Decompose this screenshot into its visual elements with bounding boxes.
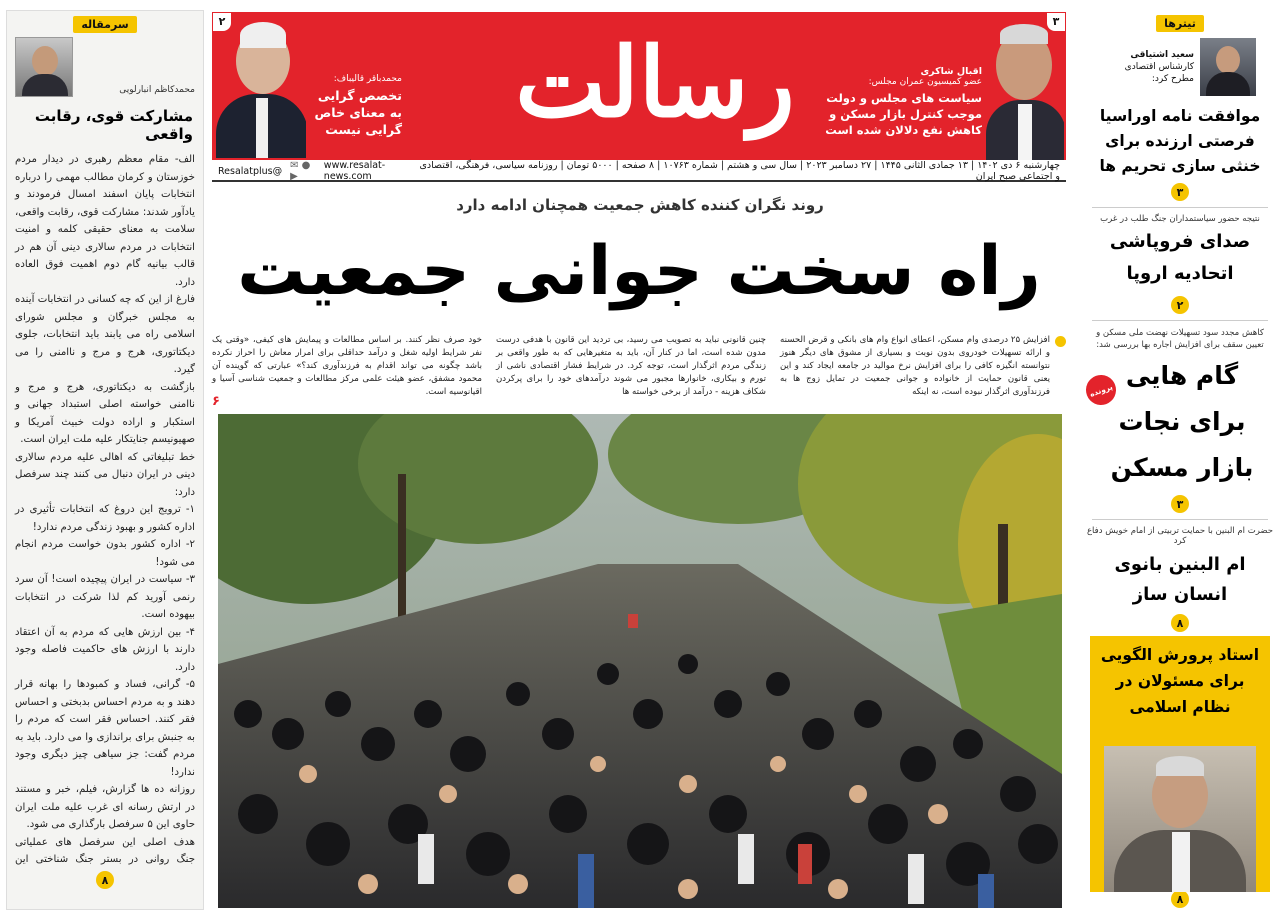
sidebar-item-title[interactable]: صدای فروپاشی اتحادیه اروپا [1109, 231, 1251, 284]
sidebar-item-page[interactable]: ۲ [1171, 296, 1189, 314]
headlines-sidebar [1086, 10, 1274, 910]
main-body [212, 334, 1066, 408]
main-body-col3: خود صرف نظر کنند. بر اساس مطالعات و پیمایش های کیفی، «وقتی یک نفر شرایط اولیه شغل و درآمد حداقلی برای امرار معاش را احراز نکرده باشد چگونه می تواند اقدام به فرزندآوری کند؟» عبارتی که گوینده آن محمود مشفق، عضو هیئت علمی مرکز مطالعات و جمعیت شناسی آسیا و اقیانوسیه است. ۶ [212, 335, 482, 409]
editorial-column [6, 10, 204, 910]
editorial-body [7, 151, 203, 869]
sidebar-item-title[interactable]: استاد پرورش الگویی برای مسئولان در نظام اسلامی [1100, 646, 1260, 716]
sidebar-tag: تیترها [1156, 15, 1204, 32]
editorial-author-photo [15, 37, 73, 97]
dossier-badge: پرونده [1082, 371, 1120, 409]
sidebar-item[interactable] [1086, 104, 1274, 201]
page-number-left[interactable]: ۲ [213, 13, 231, 31]
editorial-paragraph: فارغ از این که چه کسانی در انتخابات آینده به مجلس خبرگان و مجلس شورای اسلامی راه می یابند باید انتخابات، جلوی دیکتاتوری، هرج و مرج و ناامنی را می گیرد. [15, 294, 195, 375]
dateline [212, 162, 1066, 182]
editorial-author: محمدکاظم انبارلویی [119, 85, 195, 95]
editorial-paragraph: الف- مقام معظم رهبری در دیدار مردم خوزستان و کرمان مطالب مهمی را درباره انتخابات پایان اسفند امسال فرمودند و یادآور شدند: مشارکت قوی، رقابت واقعی، سلامت به معنای حقیقی کلمه و امنیت انتخابات در مردم سالاری دینی آن هم در قالب بیانیه گام دوم اهمیت فوق العاده دارد. [15, 154, 195, 288]
sidebar-item-kicker: کاهش مجدد سود تسهیلات نهضت ملی مسکن و تعیین سقف برای افزایش اجاره بها بررسی شد: [1096, 328, 1264, 350]
right-person-role: عضو کمیسیون عمران مجلس: [868, 77, 982, 87]
left-person-name: محمدباقر قالیباف: [333, 74, 402, 84]
sidebar-item[interactable] [1086, 526, 1274, 632]
newspaper-logo[interactable]: رسالت [515, 26, 795, 139]
page-number-right[interactable]: ۳ [1047, 13, 1065, 31]
sidebar-item-kicker: حضرت ام البنین با حمایت تربیتی از امام خویش دفاع کرد [1086, 526, 1274, 546]
social-handle[interactable]: Resalatplus@ [218, 165, 283, 177]
right-person-quote[interactable]: سیاست های مجلس و دولت موجب کنترل بازار مسکن و کاهش نفع دلالان شده است [825, 91, 982, 137]
editorial-tag: سرمقاله [73, 16, 136, 33]
main-page-number[interactable]: ۶ [212, 394, 220, 409]
right-person-photo [986, 16, 1064, 160]
sidebar-item-page[interactable]: ۸ [1171, 614, 1189, 632]
sidebar-item-kicker: نتیجه حضور سیاستمداران جنگ طلب در غرب [1100, 214, 1260, 224]
editorial-paragraph: بازگشت به دیکتاتوری، هرج و مرج و ناامنی خواسته اصلی استبداد جهانی و استکبار و اراده دولت خبیث آمریکا و صهیونیسم جنایتکار علیه ملت ایران است. [15, 381, 195, 445]
editorial-paragraph: روزانه ده ها گزارش، فیلم، خبر و مستند در ارتش رسانه ای غرب علیه ملت ایران حاوی این ۵ سرفصل بارگذاری می شود. [15, 784, 195, 830]
sidebar-person-role: کارشناس اقتصادی مطرح کرد: [1124, 62, 1194, 84]
editorial-paragraph: ۵- گرانی، فساد و کمبودها را بهانه قرار دهند و به مردم احساس بدبختی و احساس فقر کنند. احساس فقر است که مردم را به جنبش برای براندازی وا می دارد. باید به مردم گفت: جز سیاهی چیز دیگری وجود ندارد! [15, 679, 195, 778]
dateline-info: چهارشنبه ۶ دی ۱۴۰۲ | ۱۳ جمادی الثانی ۱۴۴۵ | ۲۷ دسامبر ۲۰۲۳ | سال سی و هشتم | شماره ۱۰۷۶۳ | ۸ صفحه | ۵۰۰۰ تومان | روزنامه سیاسی، فرهنگی، اقتصادی و اجتماعی صبح ایران [419, 160, 1060, 182]
editorial-title: مشارکت قوی، رقابت واقعی [34, 107, 193, 143]
sidebar-item-page[interactable]: ۸ [1171, 890, 1189, 908]
sidebar-item[interactable] [1086, 327, 1274, 513]
sidebar-item-page[interactable]: ۳ [1171, 183, 1189, 201]
sidebar-item-title[interactable]: موافقت نامه اوراسیا فرصتی ارزنده برای خنثی سازی تحریم ها [1099, 107, 1261, 175]
editorial-page-number[interactable]: ۸ [96, 871, 114, 889]
editorial-paragraph: ۲- اداره کشور بدون خواست مردم انجام می شود! [15, 539, 195, 568]
featured-person-photo [1104, 746, 1256, 892]
bullet-icon [1055, 336, 1066, 347]
editorial-paragraph: ۱- ترویج این دروغ که انتخابات تأثیری در اداره کشور و بهبود زندگی مردم ندارد! [15, 504, 195, 533]
sidebar-item-page[interactable]: ۳ [1171, 495, 1189, 513]
main-kicker: روند نگران کننده کاهش جمعیت همچنان ادامه دارد [456, 196, 824, 214]
left-person-caption [308, 74, 402, 138]
main-body-col2: چنین قانونی نباید به تصویب می رسید، بی تردید این قانون با هدفی درست مدون شده است، اما در کنار آن، باید به متغیرهایی که به طور واقعی بر زندگی مردم اثرگذار است، توجه کرد. در شرایط فشار اقتصادی ناشی از تورم و بیکاری، خانوارها مجبور می شوند درآمدهای خود را برای پرکردن شکاف هزینه - درآمد از برخی خواسته ها [496, 335, 766, 397]
main-photo-crowd [218, 414, 1062, 908]
left-person-quote[interactable]: تخصص گرایی به معنای خاص گرایی نیست [314, 88, 402, 137]
editorial-paragraph: هدف اصلی این سرفصل های عملیاتی جنگ روانی در بستر جنگ شناختی این [15, 836, 195, 865]
social-icons: ✉ ● ▶ [290, 160, 311, 182]
sidebar-person-photo [1200, 38, 1256, 96]
website-link[interactable]: www.resalat-news.com [323, 160, 386, 182]
editorial-paragraph: ۳- سیاست در ایران پیچیده است! آن سرد رنمی آورید کم لذا شرکت در انتخابات بیهوده است. [15, 574, 195, 620]
sidebar-item-title[interactable]: گام هایی برای نجات بازار مسکن [1110, 361, 1254, 482]
right-person-name: اقبال شاکری [920, 66, 982, 77]
sidebar-item-featured[interactable] [1090, 636, 1270, 892]
main-headline[interactable]: راه سخت جوانی جمعیت [237, 232, 1041, 311]
editorial-paragraph: خط تبلیغاتی که اهالی علیه مردم سالاری دینی در ایران دنبال می کنند چند سرفصل دارد: [15, 451, 195, 498]
main-body-col1: افزایش ۲۵ درصدی وام مسکن، اعطای انواع وام های بانکی و قرض الحسنه و ارائه تسهیلات خودروی بدون نوبت و بسیاری از مشوق های دیگر هنوز نتوانسته انگیزه کافی را برای افزایش نرخ موالید در جامعه ایجاد کند و این یعنی قانون حمایت از خانواده و جوانی جمعیت در تمایل زوج ها به فرزندآوری اثرگذار نبوده است، نه اینکه [780, 334, 1066, 408]
editorial-paragraph: ۴- بین ارزش هایی که مردم به آن اعتقاد دارند با ارزش های حاکمیت فاصله وجود دارد. [15, 626, 195, 673]
masthead [212, 12, 1066, 160]
sidebar-person-name: سعید اشتیاقی [1130, 50, 1194, 60]
sidebar-item-title[interactable]: ام البنین بانوی انسان ساز [1114, 554, 1246, 605]
sidebar-item[interactable] [1086, 214, 1274, 314]
left-person-photo [216, 18, 306, 158]
right-person-caption [824, 66, 982, 138]
